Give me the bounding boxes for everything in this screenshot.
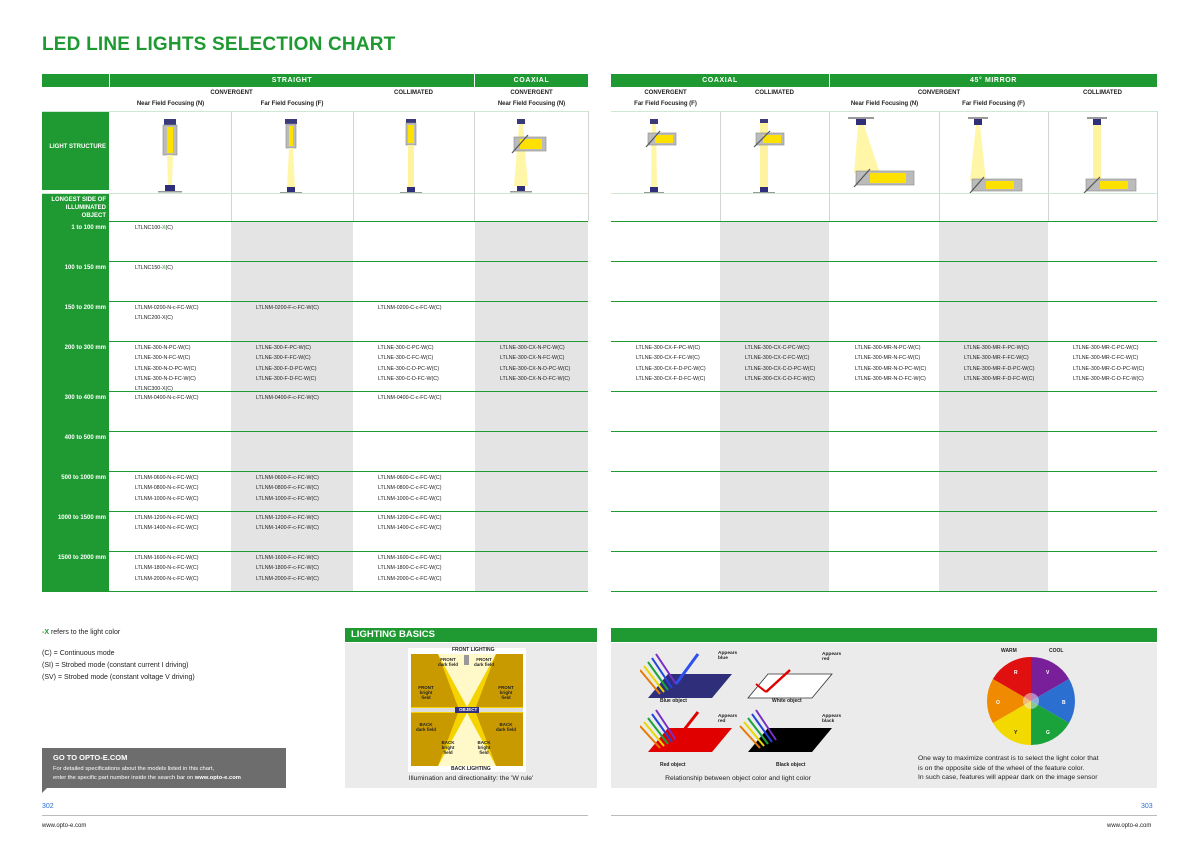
wheel-r: R (1014, 670, 1018, 676)
model-code: LTLNM-1400-N-c-FC-W(C) (135, 525, 199, 532)
label-black-object: Black object (776, 762, 806, 768)
row-divider (42, 591, 588, 592)
model-code: LTLNE-300-MR-C-D-PC-W(C) (1073, 365, 1145, 372)
model-code: LTLNM-0600-C-c-FC-W(C) (378, 475, 442, 481)
row-divider (611, 193, 1157, 194)
model-cell (500, 343, 570, 384)
model-code: LTLNE-300-CX-C-FC-W(C) (745, 355, 810, 362)
row-divider (611, 391, 1157, 392)
row-divider (42, 471, 588, 472)
row-divider (611, 301, 1157, 302)
model-code: LTLNE-300-CX-N-PC-W(C) (500, 345, 565, 351)
label-warm: WARM (1001, 648, 1017, 654)
model-code: LTLNE-300-MR-C-FC-W(C) (1073, 355, 1139, 362)
model-cell (378, 393, 441, 403)
model-code: LTLNE-300-MR-C-D-FC-W(C) (1073, 375, 1144, 382)
model-cell (256, 343, 317, 384)
label-longest-side: LONGEST SIDE OF ILLUMINATED OBJECT (51, 197, 106, 219)
model-cell (256, 513, 319, 534)
row-divider (42, 261, 588, 262)
model-code: LTLNE-300-CX-C-D-FC-W(C) (745, 375, 815, 382)
size-label: 1500 to 2000 mm (57, 555, 106, 561)
size-label: 500 to 1000 mm (61, 475, 106, 481)
label-white-object: White object (772, 698, 802, 704)
model-code: LTLNC200-X(C) (135, 315, 173, 322)
model-code: LTLNM-1600-F-c-FC-W(C) (256, 555, 319, 561)
model-cell (378, 343, 439, 384)
sub-convergent-mirror: CONVERGENT (917, 90, 961, 96)
model-cell (1073, 343, 1144, 384)
size-label: 400 to 500 mm (64, 435, 106, 441)
model-code: LTLNM-0800-C-c-FC-W(C) (378, 485, 442, 492)
model-cell (378, 513, 441, 534)
note-si: (SI) = Strobed mode (constant current I driving) (42, 662, 189, 669)
lighting-basics-title: LIGHTING BASICS (345, 628, 597, 642)
label-front-bright-right: FRONT bright field (498, 685, 514, 700)
sub-near: Near Field Focusing (N) (136, 101, 205, 107)
sub-convergent-coax: CONVERGENT (510, 90, 553, 96)
page-number-left: 302 (42, 803, 54, 810)
label-column (42, 193, 109, 591)
model-code: LTLNE-300-C-D-FC-W(C) (378, 375, 439, 382)
model-code: LTLNM-2000-N-c-FC-W(C) (135, 575, 199, 582)
model-code: LTLNM-1800-F-c-FC-W(C) (256, 565, 319, 572)
goto-title: GO TO OPTO-E.COM (53, 753, 128, 762)
model-code: LTLNE-300-C-D-PC-W(C) (378, 365, 440, 372)
model-code: LTLNE-300-N-FC-W(C) (135, 355, 191, 362)
goto-line1: For detailed specifications about the models listed in this chart, (53, 766, 215, 772)
model-code: LTLNE-300-F-D-PC-W(C) (256, 365, 317, 372)
model-code: LTLNE-300-MR-N-D-FC-W(C) (855, 375, 926, 382)
size-label: 1 to 100 mm (71, 225, 106, 231)
label-back-dark-left: BACK dark field (415, 722, 436, 732)
model-code: LTLNE-300-MR-F-PC-W(C) (964, 345, 1029, 351)
model-code: LTLNE-300-MR-F-FC-W(C) (964, 355, 1029, 362)
sub-near-mirror: Near Field Focusing (N) (850, 101, 919, 107)
model-cell (256, 393, 319, 403)
page-title: LED LINE LIGHTS SELECTION CHART (42, 34, 396, 55)
sub-far-mirror: Far Field Focusing (F) (962, 101, 1025, 107)
wheel-b: B (1062, 700, 1066, 706)
color-panel-header (611, 628, 1157, 642)
goto-link[interactable]: www.opto-e.com (194, 775, 241, 781)
light-structure-illustrations (110, 111, 1157, 193)
model-code: LTLNM-0600-N-c-FC-W(C) (135, 475, 199, 481)
model-code: LTLNE-300-CX-N-FC-W(C) (500, 355, 565, 362)
label-light-structure: LIGHT STRUCTURE (49, 144, 106, 150)
row-divider (42, 341, 588, 342)
footer-line-right (611, 815, 1157, 816)
column-divider (1157, 111, 1158, 221)
footer-line-left (42, 815, 588, 816)
label-front-dark-left: FRONT dark field (437, 657, 458, 667)
model-code: LTLNM-1600-N-c-FC-W(C) (135, 555, 199, 561)
row-divider (611, 511, 1157, 512)
row-divider (42, 221, 588, 222)
row-divider (42, 301, 588, 302)
label-back-dark-right: BACK dark field (495, 722, 516, 732)
goto-line2: enter the specific part number inside the search bar on www.opto-e.com (53, 775, 241, 781)
sub-near-coax: Near Field Focusing (N) (497, 101, 566, 107)
label-front-dark-right: FRONT dark field (473, 657, 494, 667)
model-code: LTLNM-1400-F-c-FC-W(C) (256, 525, 319, 532)
model-code: LTLNM-0200-F-c-FC-W(C) (256, 305, 319, 311)
basics-caption: Illumination and directionality: the 'W rule' (408, 775, 534, 782)
illus-straight-far (280, 119, 302, 193)
group-coaxial-right: COAXIAL (611, 74, 829, 87)
wheel-v: V (1046, 670, 1050, 676)
model-code: LTLNM-0800-N-c-FC-W(C) (135, 485, 199, 492)
illus-coaxial-far (644, 119, 676, 193)
label-front-lighting: FRONT LIGHTING (452, 647, 495, 653)
model-cell (378, 553, 441, 584)
model-code: LTLNE-300-N-D-PC-W(C) (135, 365, 197, 372)
label-appears-red-white: Appears red (822, 652, 842, 662)
model-code: LTLNM-0200-N-c-FC-W(C) (135, 305, 199, 311)
sub-convergent: CONVERGENT (210, 90, 253, 96)
model-code: LTLNM-1200-F-c-FC-W(C) (256, 515, 319, 521)
model-cell: LTLNC150-X(C) (135, 265, 173, 271)
model-code: LTLNE-300-CX-C-PC-W(C) (745, 345, 810, 351)
row-divider (42, 391, 588, 392)
label-appears-blue: Appears blue (718, 651, 738, 661)
shaded-column (939, 221, 1048, 591)
model-code: LTLNE-300-MR-N-D-PC-W(C) (855, 365, 927, 372)
model-cell (378, 473, 441, 504)
row-divider (42, 551, 588, 552)
model-code: LTLNE-300-CX-F-PC-W(C) (636, 345, 701, 351)
model-cell (135, 513, 198, 534)
model-code: LTLNE-300-CX-F-FC-W(C) (636, 355, 700, 362)
size-label: 200 to 300 mm (64, 345, 106, 351)
model-code: LTLNM-0600-F-c-FC-W(C) (256, 475, 319, 481)
model-cell (745, 343, 815, 384)
model-code: LTLNE-300-F-D-FC-W(C) (256, 375, 317, 382)
model-cell (135, 303, 198, 324)
model-cell (256, 553, 319, 584)
model-code: LTLNE-300-C-PC-W(C) (378, 345, 434, 351)
size-label: 100 to 150 mm (64, 265, 106, 271)
illus-straight-collimated (400, 119, 422, 193)
row-divider (42, 431, 588, 432)
illus-coaxial-near (510, 119, 546, 193)
note-x: -X refers to the light color (42, 629, 121, 636)
model-cell (855, 343, 926, 384)
object-color-diagrams (640, 650, 850, 768)
model-code: LTLNE-300-MR-N-PC-W(C) (855, 345, 921, 351)
footer-url-left[interactable]: www.opto-e.com (42, 823, 87, 829)
label-red-object: Red object (660, 762, 686, 768)
shaded-column (475, 221, 588, 591)
label-back-bright-right: BACK bright field (477, 740, 491, 755)
wheel-g: G (1046, 730, 1050, 736)
label-appears-red: Appears red (718, 714, 738, 724)
sub-convergent-coax2: CONVERGENT (644, 90, 687, 96)
wheel-text: One way to maximize contrast is to select the light color that is on the opposite side of the wheel of the feature color. In such case, features will appear dark on the image sensor (918, 755, 1099, 781)
illus-straight-near (158, 119, 182, 193)
wheel-y: Y (1014, 730, 1018, 736)
label-front-bright-left: FRONT bright field (418, 685, 434, 700)
sub-collimated-mirror: COLLIMATED (1083, 90, 1122, 96)
illus-mirror-near (848, 117, 914, 187)
label-appears-black: Appears black (822, 714, 842, 724)
model-cell: LTLNC100-X(C) (135, 225, 173, 231)
label-cool: COOL (1049, 648, 1064, 654)
model-code: LTLNM-1200-N-c-FC-W(C) (135, 515, 199, 521)
note-sv: (SV) = Strobed mode (constant voltage V driving) (42, 674, 195, 681)
model-cell (256, 473, 319, 504)
group-straight: STRAIGHT (110, 74, 474, 87)
row-divider (611, 221, 1157, 222)
model-code: LTLNE-300-CX-F-D-PC-W(C) (636, 365, 706, 372)
model-code: LTLNE-300-N-D-FC-W(C) (135, 375, 196, 382)
model-code: LTLNM-1000-C-c-FC-W(C) (378, 495, 442, 502)
size-label: 1000 to 1500 mm (57, 515, 106, 521)
model-code: LTLNM-0800-F-c-FC-W(C) (256, 485, 319, 492)
model-cell (256, 303, 319, 313)
model-cell (135, 553, 198, 584)
model-code: LTLNE-300-MR-F-D-PC-W(C) (964, 365, 1035, 372)
row-divider (42, 511, 588, 512)
page-number-right: 303 (1141, 803, 1153, 810)
row-divider (611, 591, 1157, 592)
model-code: LTLNE-300-MR-N-FC-W(C) (855, 355, 921, 362)
model-code: LTLNM-0200-C-c-FC-W(C) (378, 305, 442, 311)
illus-coaxial-collimated (753, 119, 784, 193)
model-cell (135, 473, 198, 504)
group-coaxial: COAXIAL (475, 74, 588, 87)
shaded-column (720, 221, 829, 591)
model-code: LTLNM-1600-C-c-FC-W(C) (378, 555, 442, 561)
row-divider (611, 551, 1157, 552)
model-code: LTLNM-0400-C-c-FC-W(C) (378, 395, 442, 401)
label-back-bright-left: BACK bright field (441, 740, 455, 755)
model-code: LTLNC300-X(C) (135, 386, 173, 393)
model-code: LTLNE-300-CX-F-D-FC-W(C) (636, 375, 706, 382)
model-cell (135, 393, 198, 403)
label-back-lighting: BACK LIGHTING (451, 766, 491, 772)
note-c: (C) = Continuous mode (42, 650, 115, 657)
model-code: LTLNE-300-CX-N-D-PC-W(C) (500, 365, 571, 372)
row-divider (611, 471, 1157, 472)
illus-mirror-collimated (1084, 117, 1136, 193)
sub-far-coax: Far Field Focusing (F) (634, 101, 697, 107)
model-code: LTLNM-1800-N-c-FC-W(C) (135, 565, 199, 572)
sub-collimated: COLLIMATED (394, 90, 433, 96)
row-divider (611, 341, 1157, 342)
sub-collimated-coax2: COLLIMATED (755, 90, 794, 96)
size-label: 300 to 400 mm (64, 395, 106, 401)
header-blank (42, 74, 109, 87)
model-code: LTLNM-1200-C-c-FC-W(C) (378, 515, 442, 521)
model-cell (636, 343, 706, 384)
size-label: 150 to 200 mm (64, 305, 106, 311)
wheel-o: O (996, 700, 1000, 706)
sub-far: Far Field Focusing (F) (260, 101, 324, 107)
label-object: OBJECT (459, 707, 478, 712)
model-code: LTLNE-300-N-PC-W(C) (135, 345, 191, 351)
model-code: LTLNE-300-F-FC-W(C) (256, 355, 311, 362)
model-code: LTLNE-300-CX-C-D-PC-W(C) (745, 365, 816, 372)
model-cell (378, 303, 441, 313)
footer-url-right[interactable]: www.opto-e.com (1107, 823, 1152, 829)
model-code: LTLNE-300-MR-F-D-FC-W(C) (964, 375, 1035, 382)
model-cell (135, 343, 196, 394)
model-cell (964, 343, 1035, 384)
model-code: LTLNM-2000-F-c-FC-W(C) (256, 575, 319, 582)
goto-box[interactable] (42, 748, 286, 788)
model-code: LTLNM-1400-C-c-FC-W(C) (378, 525, 442, 532)
model-code: LTLNM-0400-N-c-FC-W(C) (135, 395, 199, 401)
model-code: LTLNM-1000-F-c-FC-W(C) (256, 495, 319, 502)
illus-mirror-far (968, 117, 1022, 193)
row-divider (42, 193, 588, 194)
shaded-column (231, 221, 353, 591)
model-code: LTLNE-300-CX-N-D-FC-W(C) (500, 375, 570, 382)
goto-corner (42, 786, 49, 793)
model-code: LTLNM-0400-F-c-FC-W(C) (256, 395, 319, 401)
row-divider (611, 261, 1157, 262)
group-mirror: 45° MIRROR (830, 74, 1157, 87)
model-code: LTLNE-300-F-PC-W(C) (256, 345, 311, 351)
model-code: LTLNE-300-MR-C-PC-W(C) (1073, 345, 1139, 351)
color-caption: Relationship between object color and light color (665, 775, 811, 782)
row-divider (611, 431, 1157, 432)
model-code: LTLNM-2000-C-c-FC-W(C) (378, 575, 442, 582)
model-code: LTLNM-1800-C-c-FC-W(C) (378, 565, 442, 572)
model-code: LTLNM-1000-N-c-FC-W(C) (135, 495, 199, 502)
label-blue-object: Blue object (660, 698, 687, 704)
model-code: LTLNE-300-C-FC-W(C) (378, 355, 434, 362)
